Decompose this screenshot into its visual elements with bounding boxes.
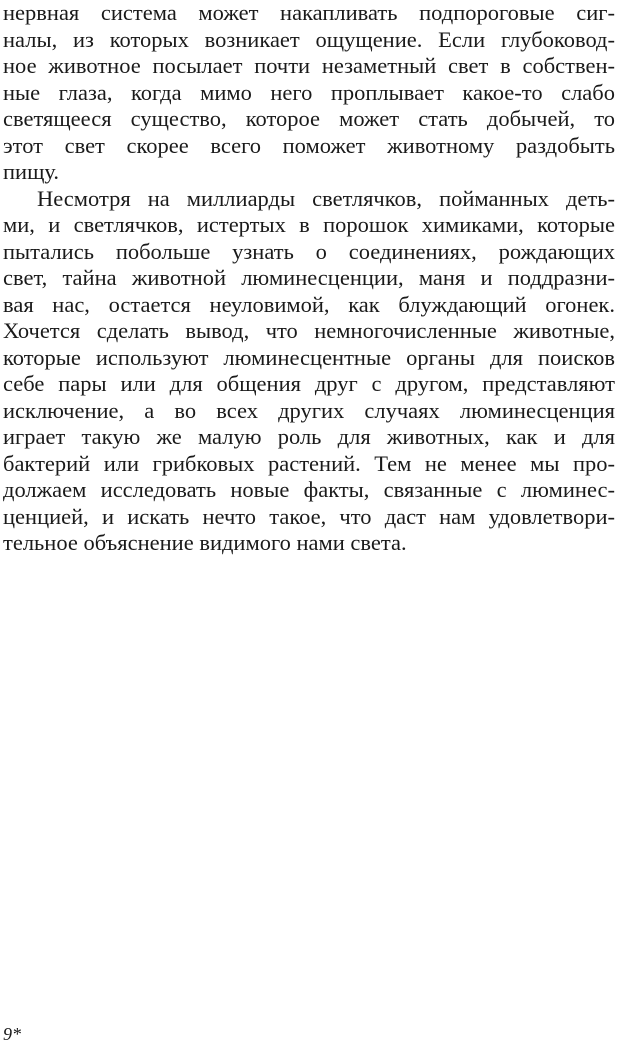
- text-line: этот свет скорее всего поможет животному раздобыть: [3, 132, 615, 158]
- text-line: пищу.: [3, 159, 60, 184]
- text-line: светящееся существо, которое может стать добычей, то: [3, 106, 615, 131]
- text-line: должаем исследовать новые факты, связанные с люминес-: [3, 477, 615, 502]
- text-line: исключение, а во всех других случаях люминесценция: [3, 397, 615, 423]
- text-line: бактерий или грибковых растений. Тем не менее мы про-: [3, 450, 615, 476]
- text-line: свет, тайна животной люминесценции, маня и поддразни-: [3, 265, 615, 290]
- text-line: Хочется сделать вывод, что немногочисленные животные,: [3, 318, 615, 343]
- text-line: себе пары или для общения друг с другом, представляют: [3, 371, 615, 396]
- text-line: нервная система может накапливать подпороговые сиг-: [3, 0, 615, 25]
- text-line: вая нас, остается неуловимой, как блуждающий огонек.: [3, 291, 615, 317]
- body-text: [3, 0, 615, 557]
- paragraph-start-line: Несмотря на миллиарды светлячков, пойманных деть-: [37, 185, 615, 211]
- text-line: ценцией, и искать нечто такое, что даст нам удовлетвори-: [3, 503, 615, 529]
- text-line: налы, из которых возникает ощущение. Если глубоковод-: [3, 26, 615, 52]
- page-folio: 9*: [3, 1024, 21, 1044]
- text-line: которые используют люминесцентные органы для поисков: [3, 344, 615, 370]
- text-line: ми, и светлячков, истертых в порошок химиками, которые: [3, 212, 615, 237]
- text-line: ное животное посылает почти незаметный свет в собствен-: [3, 53, 615, 78]
- text-line: играет такую же малую роль для животных, как и для: [3, 424, 615, 449]
- text-line: ные глаза, когда мимо него проплывает какое-то слабо: [3, 79, 615, 105]
- text-line: тельное объяснение видимого нами света.: [3, 530, 407, 555]
- text-line: пытались побольше узнать о соединениях, рождающих: [3, 238, 615, 264]
